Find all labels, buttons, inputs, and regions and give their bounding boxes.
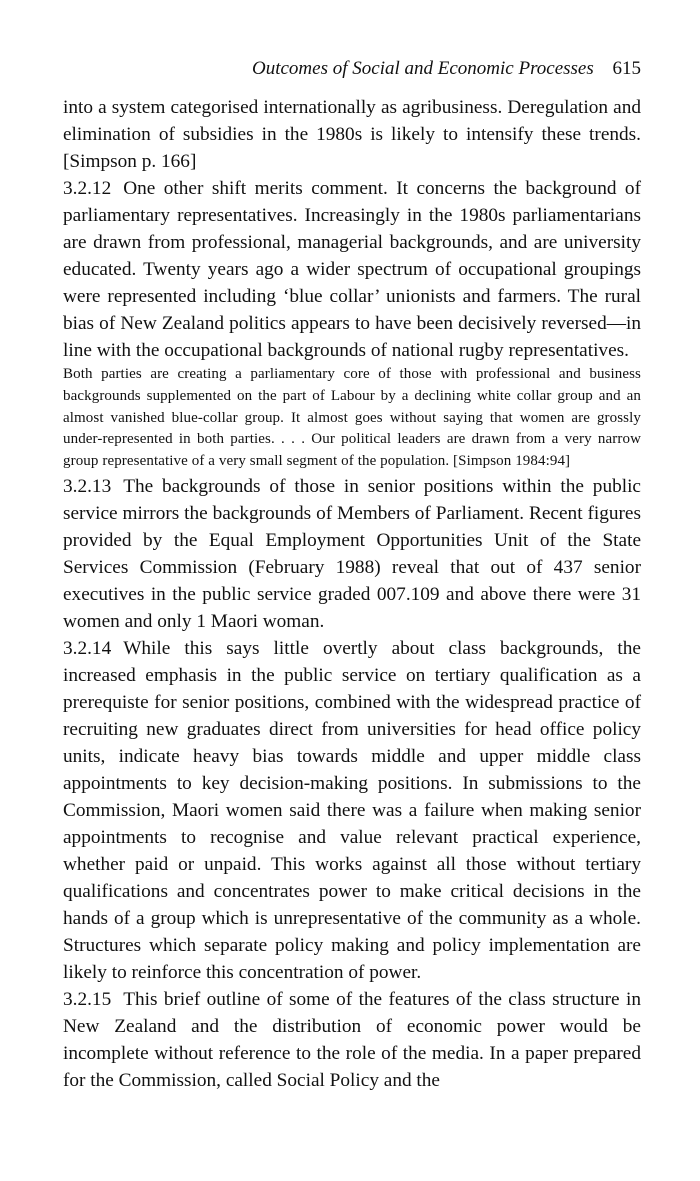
running-title: Outcomes of Social and Economic Processes xyxy=(252,58,594,79)
page-number: 615 xyxy=(612,58,641,79)
paragraph-text: into a system categorised internationally as agribusiness. Deregulation and elimination of subsidies in the 1980s is likely to intensify these trends. [Simpson p. 166] xyxy=(63,97,641,172)
paragraph-3-2-15 xyxy=(63,986,641,1094)
paragraph-text: The backgrounds of those in senior positions within the public service mirrors the backgrounds of Members of Parliament. Recent figures provided by the Equal Employment Opportunities Unit of the State Services Commission (February 1988) reveal that out of 437 senior executives in the public service graded 007.109 and above there were 31 women and only 1 Maori woman. xyxy=(63,475,641,632)
paragraph-text: One other shift merits comment. It concerns the background of parliamentary representatives. Increasingly in the 1980s parliamentarians are drawn from professional, managerial backgrounds, and are university educated. Twenty years ago a wider spectrum of occupational groupings were represented including ‘blue collar’ unionists and farmers. The rural bias of New Zealand politics appears to have been decisively reversed—in line with the occupational backgrounds of national rugby representatives. xyxy=(63,178,641,361)
running-header xyxy=(252,58,641,80)
block-quote: Both parties are creating a parliamentary core of those with professional and business backgrounds supplemented on the part of Labour by a declining white collar group and an almost vanished blue-collar group. It almost goes without saying that women are grossly under-represented in both parties. . . . Our political leaders are drawn from a very narrow group representative of a very small segment of the population. [Simpson 1984:94] xyxy=(63,366,641,470)
body-text xyxy=(63,94,641,1094)
section-number: 3.2.12 xyxy=(63,178,112,199)
paragraph-3-2-14 xyxy=(63,635,641,986)
section-number: 3.2.14 xyxy=(63,637,112,659)
paragraph-text: This brief outline of some of the features of the class structure in New Zealand and the distribution of economic power would be incomplete without reference to the role of the media. In a paper prepared for the Commission, called Social Policy and the xyxy=(63,988,641,1091)
section-number: 3.2.15 xyxy=(63,988,112,1010)
paragraph-text: While this says little overtly about class backgrounds, the increased emphasis in the public service on tertiary qualification as a prerequiste for senior positions, combined with the widespread practice of recruiting new graduates direct from universities for head office policy units, indicate heavy bias towards middle and upper middle class appointments to key decision-making positions. In submissions to the Commission, Maori women said there was a failure when making senior appointments to recognise and value relevant practical experience, whether paid or unpaid. This works against all those without tertiary qualifications and concentrates power to make critical decisions in the hands of a group which is unrepresentative of the community as a whole. Structures which separate policy making and policy implementation are likely to reinforce this concentration of power. xyxy=(63,637,641,983)
section-number: 3.2.13 xyxy=(63,475,112,497)
paragraph-3-2-13 xyxy=(63,473,641,635)
paragraph-continued xyxy=(63,94,641,175)
paragraph-3-2-12 xyxy=(63,175,641,364)
